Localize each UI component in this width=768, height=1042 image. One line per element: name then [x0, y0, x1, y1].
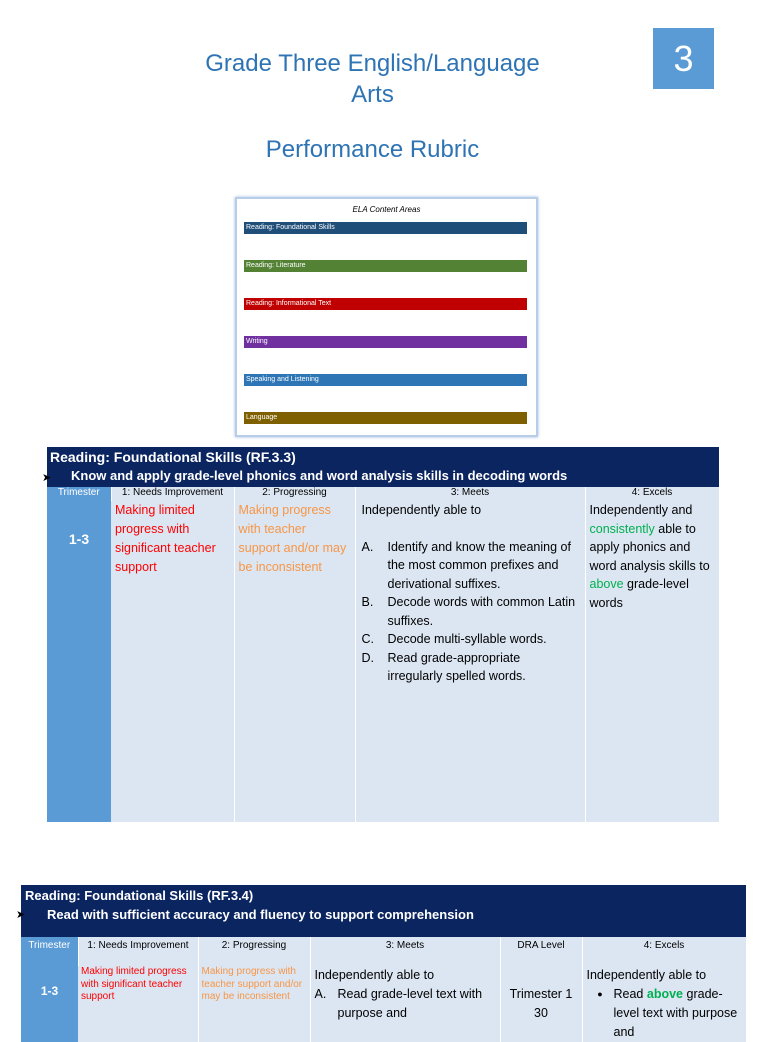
- col-header-meets: 3: Meets: [355, 487, 585, 501]
- col-header-excels: 4: Excels: [582, 937, 746, 966]
- meets-intro: Independently able to: [361, 503, 482, 517]
- excels-cell: Independently and consistently able to apply phonics and word analysis skills to above grade-level words: [585, 501, 719, 822]
- col-header-needs-improvement: 1: Needs Improvement: [111, 487, 234, 501]
- dra-level-cell: [500, 966, 582, 1042]
- excels-intro: Independently able to: [586, 968, 707, 982]
- list-item: A. Identify and know the meaning of the most common prefixes and derivational suffixes.: [361, 539, 571, 591]
- legend-item-writing: Writing: [244, 336, 527, 348]
- list-item: C. Decode multi-syllable words.: [361, 632, 547, 646]
- excels-cell: [582, 966, 746, 1042]
- list-item: ● Read above grade-level text with purpose and: [587, 985, 742, 1042]
- list-item: A. Read grade-level text with purpose and: [314, 987, 483, 1020]
- progressing-cell: Making progress with teacher support and/or may be inconsistent: [198, 966, 310, 1042]
- col-header-progressing: 2: Progressing: [198, 937, 310, 966]
- arrow-bullet-icon: ➤: [16, 909, 26, 921]
- list-item: B. Decode words with common Latin suffixes.: [361, 595, 576, 628]
- col-header-excels: 4: Excels: [585, 487, 719, 501]
- meets-cell: [310, 966, 500, 1042]
- bullet-icon: ●: [597, 989, 603, 999]
- page-title: Grade Three English/Language Arts: [205, 50, 540, 108]
- trimester-cell: 1-3: [21, 966, 78, 1042]
- list-item: D. Read grade-appropriate irregularly spelled words.: [361, 650, 526, 683]
- highlight-consistently: consistently: [589, 521, 655, 536]
- rubric-table-rf-3-4: [21, 885, 747, 1042]
- dra-level-value: 30: [534, 1006, 548, 1020]
- col-header-meets: 3: Meets: [310, 937, 500, 966]
- ela-content-areas-legend: [235, 197, 538, 437]
- dra-trimester-label: Trimester 1: [509, 987, 573, 1001]
- highlight-above: above: [646, 987, 684, 1001]
- col-header-needs-improvement: 1: Needs Improvement: [78, 937, 198, 966]
- needs-improvement-cell: Making limited progress with significant teacher support: [111, 501, 234, 822]
- page-subtitle: Performance Rubric: [265, 136, 480, 163]
- highlight-above: above: [589, 577, 624, 591]
- meets-intro: Independently able to: [314, 968, 435, 982]
- standard-description: Know and apply grade-level phonics and word analysis skills in decoding words: [71, 468, 568, 483]
- arrow-bullet-icon: ➤: [42, 472, 52, 484]
- col-header-dra-level: DRA Level: [500, 937, 582, 966]
- standard-description: Read with sufficient accuracy and fluency to support comprehension: [47, 907, 474, 922]
- legend-item-literature: Reading: Literature: [244, 260, 527, 272]
- col-header-trimester: Trimester: [47, 487, 111, 501]
- table-header: [47, 447, 719, 487]
- table-header: [21, 885, 746, 937]
- standard-heading: Reading: Foundational Skills (RF.3.3): [50, 449, 296, 465]
- trimester-cell: 1-3: [47, 501, 111, 822]
- legend-item-language: Language: [244, 412, 527, 424]
- rubric-table-rf-3-3: [47, 447, 720, 822]
- col-header-progressing: 2: Progressing: [234, 487, 355, 501]
- legend-item-speaking-listening: Speaking and Listening: [244, 374, 527, 386]
- legend-item-foundational-skills: Reading: Foundational Skills: [244, 222, 527, 234]
- progressing-cell: Making progress with teacher support and/or may be inconsistent: [234, 501, 355, 822]
- col-header-trimester: Trimester: [21, 937, 78, 966]
- meets-list: [362, 538, 577, 686]
- legend-item-informational-text: Reading: Informational Text: [244, 298, 527, 310]
- standard-heading: Reading: Foundational Skills (RF.3.4): [25, 888, 254, 903]
- excels-list: [587, 985, 742, 1042]
- legend-title: ELA Content Areas: [352, 205, 421, 214]
- needs-improvement-cell: Making limited progress with significant teacher support: [78, 966, 198, 1042]
- grade-badge: 3: [653, 28, 714, 89]
- meets-cell: [355, 501, 585, 822]
